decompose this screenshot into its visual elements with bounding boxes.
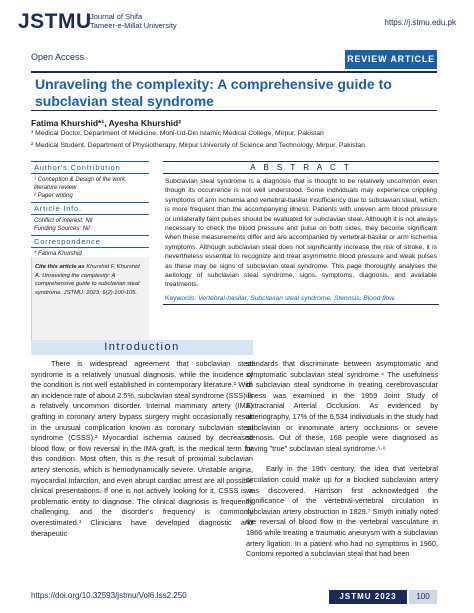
logo-subtitle-line1: Journal of Shifa: [90, 12, 143, 21]
article-title: Unraveling the complexity: A comprehensive guide to subclavian steal syndrome: [35, 76, 392, 109]
body-paragraph: Early in the 19th century, the idea that vertebral circulation could make up for a blocked subclavian artery was discovered. Harrison first acknowledged the significance of the vertebral-vertebral circulation in subclavian artery obstruction in 1829.⁷ Smyth initially noted the reversal of blood flow in the vertebral vasculature in 1866 while treating a traumatic aneurysm with a subclavian artery ligation. In a patient who had no symptoms in 1960, Contorni reported a subclavian steal that had been: [246, 464, 438, 559]
affiliation-1: ¹ Medical Doctor, Department of Medicine, Mohi-Ud-Din Islamic Medical College, Mirpur, Pakistan: [31, 130, 324, 137]
correspondence-name: * Fatima Khurshid: [34, 251, 82, 257]
article-sidebar: [31, 161, 149, 268]
logo-subtitle-line2: Tameer-e-Millat University: [90, 21, 177, 30]
contribution-item: ¹ Conception & Design of the work, literature review: [34, 177, 127, 191]
keywords-label: Keywords:: [165, 294, 197, 302]
journal-url-link[interactable]: https://j.stmu.edu.pk: [384, 18, 456, 27]
keywords-line: [163, 293, 439, 305]
contribution-item: ² Paper writing: [34, 193, 73, 199]
introduction-heading: Introduction: [31, 340, 253, 355]
contribution-list: [31, 174, 149, 202]
doi-link[interactable]: https://doi.org/10.32593/jstmu/Vol6.Iss2.250: [31, 591, 187, 600]
correspondence-heading: Correspondence: [31, 235, 149, 248]
funding-sources: Funding Sources: Nil: [34, 226, 90, 232]
journal-logo-subtitle: [90, 12, 177, 30]
affiliation-2: ² Medical Student, Department of Physiotherapy, Mirpur University of Science and Technology, Mirpur, Pakistan: [31, 142, 365, 149]
journal-year-tag: JSTMU 2023: [329, 590, 407, 604]
journal-logo: JSTMU: [18, 10, 92, 33]
author-list: Fatima Khurshid*¹, Ayesha Khurshid²: [31, 118, 182, 128]
article-type-badge: REVIEW ARTICLE: [345, 50, 437, 69]
journal-header: [18, 10, 456, 40]
conflict-of-interest: Conflict of interest: Nil: [34, 218, 93, 224]
page-number: 100: [409, 590, 437, 604]
open-access-label: Open Access: [31, 52, 85, 62]
citation-reference: Khurshid F, Khurshid A. Unraveling the complexity: A comprehensive guide to subclavian steal syndrome. JSTMU. 2023; 6(2):100-105.: [35, 264, 140, 296]
page-footer: [31, 590, 437, 604]
body-column-left: [31, 359, 253, 539]
citation-lead: Cite this article as: [35, 264, 85, 270]
abstract-section: [163, 161, 439, 305]
citation-text: [32, 257, 149, 303]
article-info-list: [31, 215, 149, 235]
body-paragraph: standards that discriminate between asymptomatic and symptomatic subclavian steal syndrome.⁴ The usefulness of subclavian steal syndrome in treating cerebrovascular illness was examined in the 1959 Joint Study of Extracranial Arterial Occlusion. As evidenced by arteriography, 17% of the 6,534 individuals in the study had subclavian or innominate artery occlusions or severe stenosis. Out of these, 168 people were diagnosed as having "true" subclavian steal syndrome.⁵·⁶: [246, 359, 438, 453]
keywords-value: Vertebral-basilar, Subclavian steal syndrome, Stenosis, Blood flow.: [198, 294, 396, 302]
body-paragraph: There is widespread agreement that subclavian steal syndrome is a relatively unusual diagnosis, while the incidence of the condition is not well established in contemporary literature.¹ With an incidence rate of about 2.5%, subclavian steal syndrome (SSS) is a relatively uncommon disorder. Internal mammary artery (IMA) grafting in coronary artery bypass surgery might occasionally result in the unusual complication known as coronary subclavian steal syndrome (CSSS).² Myocardial ischemia caused by decreased blood flow, or flow reversal in the IMA graft, is the medical term for this condition. Most often, this is the result of proximal subclavian artery stenosis, which is hemodynamically severe. Unstable angina, myocardial Infarction, and even abrupt cardiac arrest are all possible clinical presentations. If one is not actively looking for it, CSSS is a problematic entity to diagnose. The clinical diagnosis is frequently challenging, and the disorder's frequency is commonly overestimated.³ Clinicians have developed diagnostic and therapeutic: [31, 359, 253, 538]
citation-box: [31, 257, 149, 349]
contribution-heading: Author's Contribution: [31, 161, 149, 174]
abstract-body: Subclavian steal syndrome is a diagnosis that is thought to be relatively uncommon even though its occurrence is not well understood. Some individuals may experience crippling symptoms of arm ischemia and vertebral-basilar insufficiency due to subclavian steal, which is more frequent than the accompanying illness. Patients with uneven arm blood pressure or unilaterally faint pulses should be evaluated for subclavian steal. Although it is not always necessary to check the blood pressure and pulse on both sides, they become significant when these measurements differ and are accompanied by vertebral-basilar or arm ischemia symptoms. Although subclavian steal does not significantly increase the risk of stroke, it is nevertheless essential to recognize and treat asymmetric blood pressure and weak pulses as these may be signs of subclavian steal syndrome. This page thoroughly analyses the aetiology of subclavian steal syndrome, signs, symptoms, diagnosis, and available treatments.: [165, 178, 437, 289]
abstract-heading: A B S T R A C T: [163, 161, 439, 174]
article-info-heading: Article Info.: [31, 202, 149, 215]
body-column-right: [246, 359, 438, 560]
title-box: [31, 71, 437, 111]
